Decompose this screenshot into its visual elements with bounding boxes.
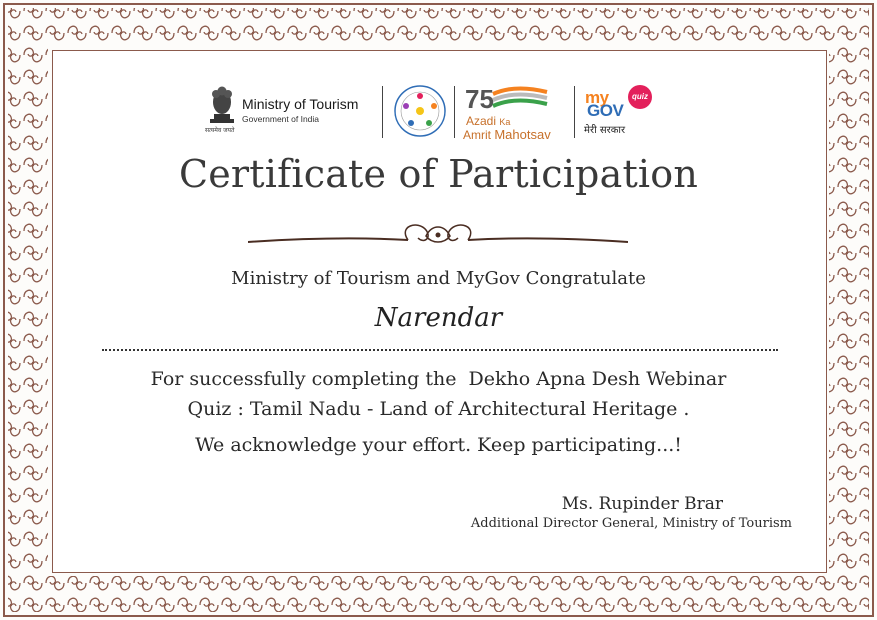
certificate-title: Certificate of Participation — [178, 152, 699, 196]
logo-divider — [574, 86, 575, 138]
emblem-motto: सत्यमेव जयते — [205, 127, 235, 134]
participant-name: Narendar — [374, 303, 503, 333]
mygov-my-text: my — [585, 88, 609, 107]
quiz-badge-icon: quiz — [628, 85, 652, 109]
ebsb-logo-icon — [393, 84, 447, 138]
national-emblem-icon — [205, 84, 239, 126]
flourish-divider-icon — [248, 216, 628, 252]
description-line-3: We acknowledge your effort. Keep participating...! — [195, 434, 682, 456]
akam-line2: Amrit Mahotsav — [463, 127, 551, 142]
logo-divider — [382, 86, 383, 138]
akam-line1: Azadi Ka — [466, 114, 511, 128]
logo-divider — [454, 86, 455, 138]
mygov-gov-text: GOV — [587, 101, 624, 120]
mygov-hindi-text: मेरी सरकार — [584, 125, 626, 136]
congratulate-line: Ministry of Tourism and MyGov Congratulate — [231, 268, 646, 289]
signatory-designation: Additional Director General, Ministry of Tourism — [470, 516, 792, 531]
svg-text:75: 75 — [465, 84, 494, 114]
name-underline — [102, 349, 778, 351]
ministry-subtitle: Government of India — [242, 114, 320, 124]
description-line-1: For successfully completing the Dekho Apna Desh Webinar — [150, 368, 727, 390]
azadi-ka-amrit-mahotsav-logo-icon — [463, 82, 553, 116]
signatory-name: Ms. Rupinder Brar — [561, 494, 723, 514]
ministry-title: Ministry of Tourism — [242, 96, 359, 112]
description-line-2: Quiz : Tamil Nadu - Land of Architectural Heritage . — [187, 398, 690, 420]
logo-strip — [205, 82, 675, 142]
